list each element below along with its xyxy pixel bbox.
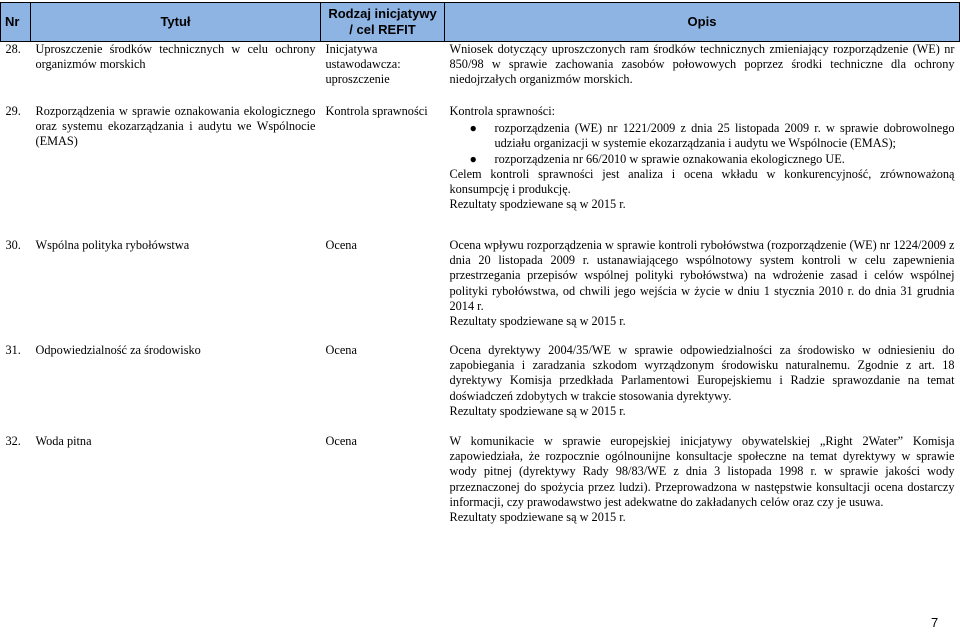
table-header-row <box>1 3 960 42</box>
header-type: Rodzaj inicjatywy / cel REFIT <box>321 3 445 42</box>
row-title: Uproszczenie środków technicznych w celu ochrony organizmów morskich <box>35 42 316 72</box>
table-row <box>1 238 960 343</box>
table-row <box>1 104 960 238</box>
row-description <box>445 104 960 238</box>
description-outro: Celem kontroli sprawności jest analiza i ocena wkładu w konkurencyjność, zrównoważoną konsumpcję i produkcję. <box>449 166 955 197</box>
row-description <box>445 434 960 554</box>
row-number: 32. <box>5 434 21 448</box>
row-title: Wspólna polityka rybołówstwa <box>35 238 190 252</box>
description-text: Ocena dyrektywy 2004/35/WE w sprawie odpowiedzialności za środowisko w odniesieniu do zapobiegania i zaradzania szkodom wyrządzonym środowisku naturalnemu. Zgodnie z art. 18 dyrektywy Komisja przedkłada Parlamentowi Europejskiemu i Radzie sprawozdanie na temat doświadczeń zdobytych w trakcie stosowania dyrektywy. <box>449 343 955 403</box>
table-row <box>1 434 960 554</box>
row-type: Ocena <box>325 434 357 448</box>
page-number: 7 <box>931 615 939 630</box>
header-nr: Nr <box>1 3 31 42</box>
row-description <box>445 343 960 434</box>
row-description: Wniosek dotyczący uproszczonych ram środków technicznych zmieniający rozporządzenie (WE) nr 850/98 w sprawie zachowania zasobów połowowych poprzez środki techniczne dla ochrony niedojrzałych organizmów morskich. <box>449 42 955 87</box>
description-text: Ocena wpływu rozporządzenia w sprawie kontroli rybołówstwa (rozporządzenie (WE) nr 1224/2009 z dnia 20 listopada 2009 r. ustanawiającego wspólnotowy system kontroli w celu zapewnienia przestrzegania przepisów wspólnej polityki rybołówstwa) na wdrożenie zasad i celów wspólnej polityki rybołówstwa, od chwili jego wejścia w życie w dniu 1 stycznia 2010 r. do dnia 31 grudnia 2014 r. <box>449 238 955 313</box>
row-number: 28. <box>5 42 21 56</box>
table-row <box>1 343 960 434</box>
row-title: Rozporządzenia w sprawie oznakowania ekologicznego oraz systemu ekozarządzania i audytu we Wspólnocie (EMAS) <box>35 104 316 149</box>
row-type: Kontrola sprawności <box>325 104 428 118</box>
table-row <box>1 42 960 105</box>
description-intro: Kontrola sprawności: <box>449 104 556 118</box>
description-text: W komunikacie w sprawie europejskiej inicjatywy obywatelskiej „Right 2Water” Komisja zapowiedziała, że rozpocznie ogólnounijne konsultacje społeczne na temat dyrektywy w sprawie wody pitnej (dyrektywy Rady 98/83/WE z dnia 3 listopada 1998 r. w sprawie jakości wody przeznaczonej do spożycia przez ludzi). Przeprowadzona w następstwie konsultacji ocena dostarczy informacji, czy prawodawstwo jest adekwatne do zakładanych celów oraz czy je usuwa. <box>449 434 955 509</box>
row-number: 29. <box>5 104 21 118</box>
header-title: Tytuł <box>31 3 321 42</box>
initiatives-table <box>0 2 960 554</box>
bullet-icon: ● <box>469 121 477 136</box>
list-item-text: rozporządzenia nr 66/2010 w sprawie oznakowania ekologicznego UE. <box>494 151 845 166</box>
description-results: Rezultaty spodziewane są w 2015 r. <box>449 510 626 525</box>
row-type: Ocena <box>325 238 357 252</box>
header-description: Opis <box>445 3 960 42</box>
row-number: 31. <box>5 343 21 357</box>
bullet-icon: ● <box>469 151 477 166</box>
list-item-text: rozporządzenia (WE) nr 1221/2009 z dnia 25 listopada 2009 r. w sprawie dobrowolnego udziału organizacji w systemie ekozarządzania i audytu we Wspólnocie (EMAS); <box>494 121 955 151</box>
row-type: Inicjatywa ustawodawcza: uproszczenie <box>325 42 401 87</box>
description-results: Rezultaty spodziewane są w 2015 r. <box>449 403 626 418</box>
row-description <box>445 238 960 343</box>
list-item <box>469 121 955 151</box>
row-number: 30. <box>5 238 21 252</box>
description-results: Rezultaty spodziewane są w 2015 r. <box>449 197 626 212</box>
list-item <box>469 151 955 167</box>
row-title: Woda pitna <box>35 434 92 448</box>
description-results: Rezultaty spodziewane są w 2015 r. <box>449 314 626 329</box>
row-type: Ocena <box>325 343 357 357</box>
description-bullet-list <box>450 121 955 167</box>
row-title: Odpowiedzialność za środowisko <box>35 343 201 357</box>
